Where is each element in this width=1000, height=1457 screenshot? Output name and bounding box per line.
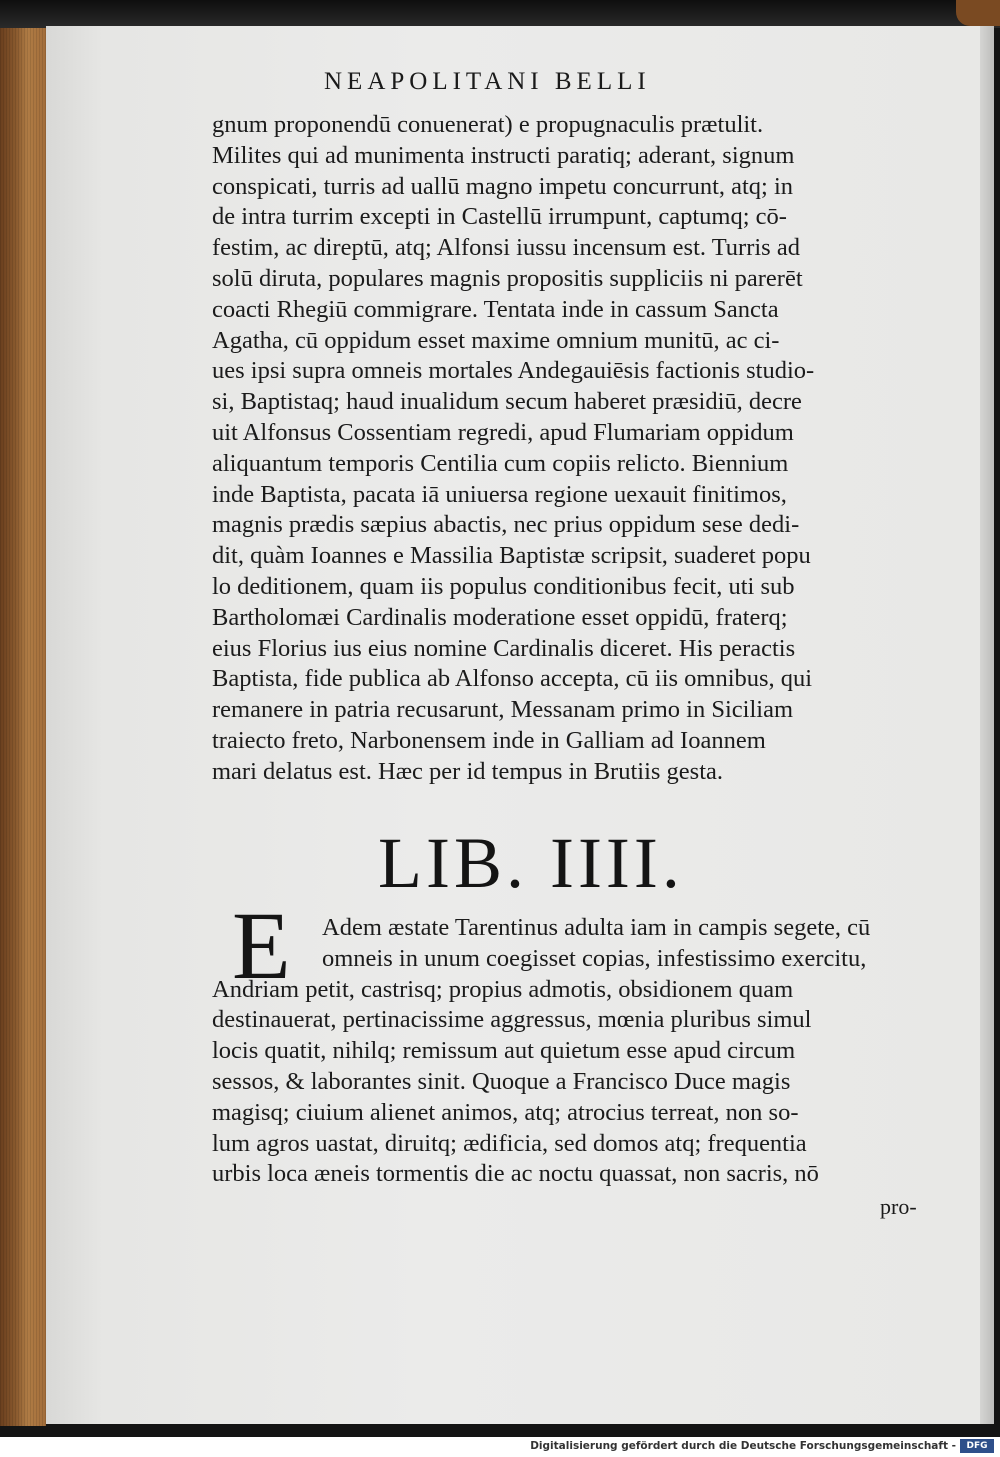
text-line: sessos, & laborantes sinit. Quoque a Francisco Duce magis [212, 1067, 791, 1095]
main-text-block [212, 110, 912, 788]
text-line: coacti Rhegiū commigrare. Tentata inde in cassum Sancta [212, 295, 779, 323]
text-line: inde Baptista, pacata iā uniuersa regione uexauit finitimos, [212, 480, 787, 508]
book-corner [956, 0, 1000, 26]
text-line: festim, ac direptū, atq; Alfonsi iussu incensum est. Turris ad [212, 234, 800, 262]
text-line: dit, quàm Ioannes e Massilia Baptistæ scripsit, suaderet popu [212, 542, 811, 570]
text-line: aliquantum temporis Centilia cum copiis relicto. Biennium [212, 449, 789, 477]
text-line: remanere in patria recusarunt, Messanam primo in Siciliam [212, 696, 794, 724]
text-line: gnum proponendū conuenerat) e propugnaculis prætulit. [212, 111, 764, 138]
page-gutter-shadow [980, 26, 994, 1424]
text-line: magnis prædis sæpius abactis, nec prius oppidum sese dedi- [212, 511, 800, 539]
text-line: Adem æstate Tarentinus adulta iam in campis segete, cū [322, 914, 871, 941]
dfg-logo[interactable]: DFG [960, 1439, 994, 1453]
text-line: urbis loca æneis tormentis die ac noctu quassat, non sacris, nō [212, 1160, 819, 1188]
text-line: Bartholomæi Cardinalis moderatione esset oppidū, fraterq; [212, 603, 788, 631]
running-head: NEAPOLITANI BELLI [324, 68, 651, 95]
text-line: uit Alfonsus Cossentiam regredi, apud Flumariam oppidum [212, 418, 794, 446]
text-line: de intra turrim excepti in Castellū irrumpunt, captumq; cō- [212, 203, 787, 231]
book-heading [378, 822, 898, 905]
footer-credit: Digitalisierung gefördert durch die Deutsche Forschungsgemeinschaft - [530, 1440, 956, 1452]
text-line: magisq; ciuium alienet animos, atq; atrocius terreat, non so- [212, 1098, 799, 1126]
text-line: traiecto freto, Narbonensem inde in Galliam ad Ioannem [212, 726, 766, 754]
text-line: lo deditionem, quam iis populus conditionibus fecit, uti sub [212, 572, 795, 600]
scan-top-edge [0, 0, 1000, 28]
text-line: Agatha, cū oppidum esset maxime omnium munitū, ac ci- [212, 326, 780, 354]
drop-cap-initial: E [232, 892, 291, 999]
text-line: conspicati, turris ad uallū magno impetu concurrunt, atq; in [212, 172, 794, 200]
text-line: destinauerat, pertinacissime aggressus, mœnia pluribus simul [212, 1006, 812, 1034]
book-fore-edge [0, 28, 46, 1426]
text-line: solū diruta, populares magnis propositis suppliciis ni parerēt [212, 264, 803, 292]
chapter-text-block [212, 913, 932, 1190]
text-line: mari delatus est. Hæc per id tempus in Brutiis gesta. [212, 757, 724, 785]
text-line: locis quatit, nihilq; remissum aut quietum esse apud circum [212, 1037, 796, 1065]
text-line: ues ipsi supra omneis mortales Andegauiēsis factionis studio- [212, 357, 815, 385]
book-heading-text: LIB. IIII. [378, 823, 684, 903]
text-line: Andriam petit, castrisq; propius admotis, obsidionem quam [212, 975, 794, 1003]
text-line: lum agros uastat, diruitq; ædificia, sed domos atq; frequentia [212, 1129, 807, 1157]
text-line: Milites qui ad munimenta instructi paratiq; aderant, signum [212, 141, 795, 169]
text-line: Baptista, fide publica ab Alfonso accepta, cū iis omnibus, qui [212, 665, 813, 693]
text-line: si, Baptistaq; haud inualidum secum haberet præsidiū, decre [212, 388, 802, 416]
text-line: omneis in unum coegisset copias, infestissimo exercitu, [322, 944, 867, 972]
catchword: pro- [880, 1194, 917, 1219]
text-line: eius Florius ius eius nomine Cardinalis diceret. His peractis [212, 634, 796, 662]
